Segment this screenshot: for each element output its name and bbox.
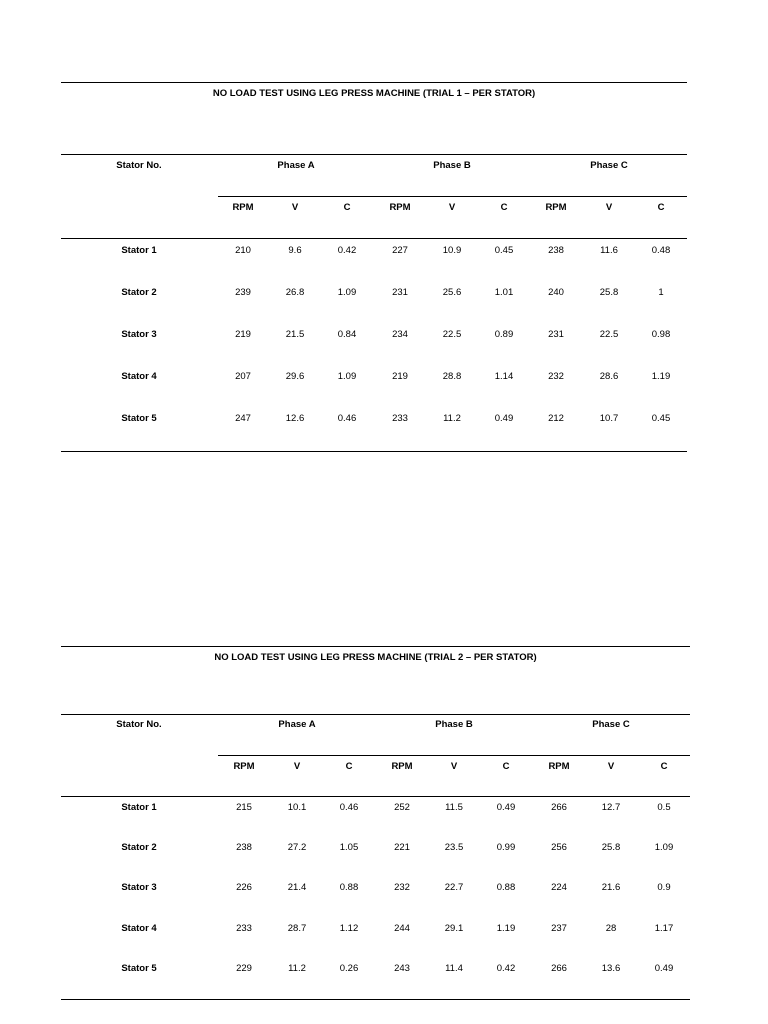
table-cell: 0.88 — [339, 882, 359, 893]
subheader-cell: RPM — [233, 761, 255, 772]
subheader-rule — [218, 755, 690, 756]
table-cell: 12.6 — [285, 413, 305, 424]
table-cell: 25.8 — [599, 287, 619, 298]
table-cell: 26.8 — [285, 287, 305, 298]
table-cell: 0.46 — [339, 802, 359, 813]
table-cell: 226 — [236, 882, 252, 893]
table-cell: 25.8 — [601, 842, 621, 853]
table-cell: 21.4 — [287, 882, 307, 893]
table-cell: 13.6 — [601, 963, 621, 974]
table-cell: 0.49 — [494, 413, 514, 424]
subheader-cell: V — [291, 202, 299, 213]
table-cell: 12.7 — [601, 802, 621, 813]
table-cell: 1.19 — [496, 923, 516, 934]
subheader-cell: C — [660, 761, 668, 772]
stator-label: Stator 1 — [121, 245, 157, 256]
table-cell: 29.6 — [285, 371, 305, 382]
table-title: NO LOAD TEST USING LEG PRESS MACHINE (TRIAL 1 – PER STATOR) — [212, 88, 536, 99]
stator-label: Stator 4 — [121, 371, 157, 382]
table-cell: 212 — [548, 413, 564, 424]
table-cell: 229 — [236, 963, 252, 974]
table-top-rule — [61, 646, 690, 647]
phase-header: Phase C — [590, 160, 628, 171]
table-cell: 11.6 — [600, 245, 618, 256]
table-cell: 1.09 — [337, 287, 357, 298]
stator-label: Stator 5 — [121, 963, 157, 974]
table-cell: 247 — [235, 413, 251, 424]
table-bottom-rule — [61, 451, 687, 452]
table-cell: 21.5 — [285, 329, 305, 340]
stator-column-header: Stator No. — [116, 160, 162, 171]
stator-label: Stator 3 — [121, 329, 157, 340]
table-cell: 11.4 — [445, 963, 463, 974]
table-cell: 9.6 — [288, 245, 302, 256]
subheader-cell: C — [343, 202, 351, 213]
table-cell: 29.1 — [444, 923, 464, 934]
phase-header: Phase C — [592, 719, 630, 730]
table-cell: 10.7 — [599, 413, 619, 424]
table-top-rule — [61, 82, 687, 83]
table-cell: 11.2 — [288, 963, 306, 974]
subheader-cell: RPM — [391, 761, 413, 772]
table-cell: 219 — [392, 371, 408, 382]
table-cell: 210 — [235, 245, 251, 256]
header-top-rule — [61, 714, 690, 715]
subheader-rule — [218, 196, 687, 197]
table-cell: 1.12 — [339, 923, 359, 934]
phase-header: Phase B — [433, 160, 471, 171]
subheader-cell: V — [448, 202, 456, 213]
header-top-rule — [61, 154, 687, 155]
phase-header: Phase A — [277, 160, 315, 171]
stator-label: Stator 2 — [121, 842, 157, 853]
body-top-rule — [61, 238, 687, 239]
table-cell: 237 — [551, 923, 567, 934]
table-cell: 215 — [236, 802, 252, 813]
subheader-cell: V — [605, 202, 613, 213]
table-cell: 232 — [394, 882, 410, 893]
table-cell: 28 — [605, 923, 617, 934]
table-cell: 22.5 — [599, 329, 619, 340]
table-cell: 233 — [392, 413, 408, 424]
stator-column-header: Stator No. — [116, 719, 162, 730]
table-cell: 0.84 — [337, 329, 357, 340]
table-cell: 238 — [236, 842, 252, 853]
phase-header: Phase B — [435, 719, 473, 730]
table-cell: 28.7 — [287, 923, 307, 934]
table-cell: 25.6 — [442, 287, 462, 298]
phase-header: Phase A — [278, 719, 316, 730]
subheader-cell: V — [607, 761, 615, 772]
table-cell: 1.19 — [651, 371, 671, 382]
table-cell: 243 — [394, 963, 410, 974]
table-cell: 10.1 — [287, 802, 307, 813]
table-cell: 0.98 — [651, 329, 671, 340]
table-cell: 240 — [548, 287, 564, 298]
table-bottom-rule — [61, 999, 690, 1000]
table-cell: 1.05 — [339, 842, 359, 853]
table-cell: 224 — [551, 882, 567, 893]
table-cell: 0.42 — [496, 963, 516, 974]
subheader-cell: RPM — [545, 202, 567, 213]
table-cell: 22.7 — [444, 882, 464, 893]
table-cell: 0.89 — [494, 329, 514, 340]
table-cell: 21.6 — [601, 882, 621, 893]
table-cell: 252 — [394, 802, 410, 813]
table-cell: 207 — [235, 371, 251, 382]
table-cell: 1.09 — [654, 842, 674, 853]
table-cell: 234 — [392, 329, 408, 340]
table-cell: 256 — [551, 842, 567, 853]
table-cell: 244 — [394, 923, 410, 934]
table-cell: 0.49 — [654, 963, 674, 974]
subheader-cell: V — [450, 761, 458, 772]
table-cell: 10.9 — [442, 245, 462, 256]
table-cell: 1.09 — [337, 371, 357, 382]
table-cell: 239 — [235, 287, 251, 298]
table-title: NO LOAD TEST USING LEG PRESS MACHINE (TRIAL 2 – PER STATOR) — [214, 652, 537, 663]
table-cell: 28.6 — [599, 371, 619, 382]
table-cell: 0.45 — [651, 413, 671, 424]
table-cell: 0.49 — [496, 802, 516, 813]
table-cell: 22.5 — [442, 329, 462, 340]
subheader-cell: RPM — [389, 202, 411, 213]
table-cell: 1.17 — [654, 923, 674, 934]
subheader-cell: C — [502, 761, 510, 772]
table-cell: 0.26 — [339, 963, 359, 974]
table-cell: 0.48 — [651, 245, 671, 256]
table-cell: 231 — [392, 287, 408, 298]
table-cell: 0.99 — [496, 842, 516, 853]
table-cell: 11.2 — [443, 413, 461, 424]
table-cell: 0.42 — [337, 245, 357, 256]
subheader-cell: RPM — [232, 202, 254, 213]
table-cell: 0.9 — [657, 882, 671, 893]
table-cell: 232 — [548, 371, 564, 382]
stator-label: Stator 3 — [121, 882, 157, 893]
subheader-cell: C — [345, 761, 353, 772]
subheader-cell: RPM — [548, 761, 570, 772]
table-cell: 23.5 — [444, 842, 464, 853]
stator-label: Stator 5 — [121, 413, 157, 424]
stator-label: Stator 1 — [121, 802, 157, 813]
table-cell: 0.46 — [337, 413, 357, 424]
body-top-rule — [61, 796, 690, 797]
stator-label: Stator 4 — [121, 923, 157, 934]
stator-label: Stator 2 — [121, 287, 157, 298]
subheader-cell: C — [657, 202, 665, 213]
table-cell: 266 — [551, 963, 567, 974]
table-cell: 233 — [236, 923, 252, 934]
table-cell: 11.5 — [445, 802, 463, 813]
table-cell: 221 — [394, 842, 410, 853]
subheader-cell: C — [500, 202, 508, 213]
table-cell: 28.8 — [442, 371, 462, 382]
table-cell: 0.88 — [496, 882, 516, 893]
table-cell: 227 — [392, 245, 408, 256]
table-cell: 238 — [548, 245, 564, 256]
table-cell: 266 — [551, 802, 567, 813]
table-cell: 0.45 — [494, 245, 514, 256]
table-cell: 1.14 — [494, 371, 514, 382]
table-cell: 231 — [548, 329, 564, 340]
table-cell: 1 — [658, 287, 664, 298]
table-cell: 219 — [235, 329, 251, 340]
subheader-cell: V — [293, 761, 301, 772]
table-cell: 0.5 — [657, 802, 671, 813]
table-cell: 27.2 — [287, 842, 307, 853]
table-cell: 1.01 — [494, 287, 514, 298]
